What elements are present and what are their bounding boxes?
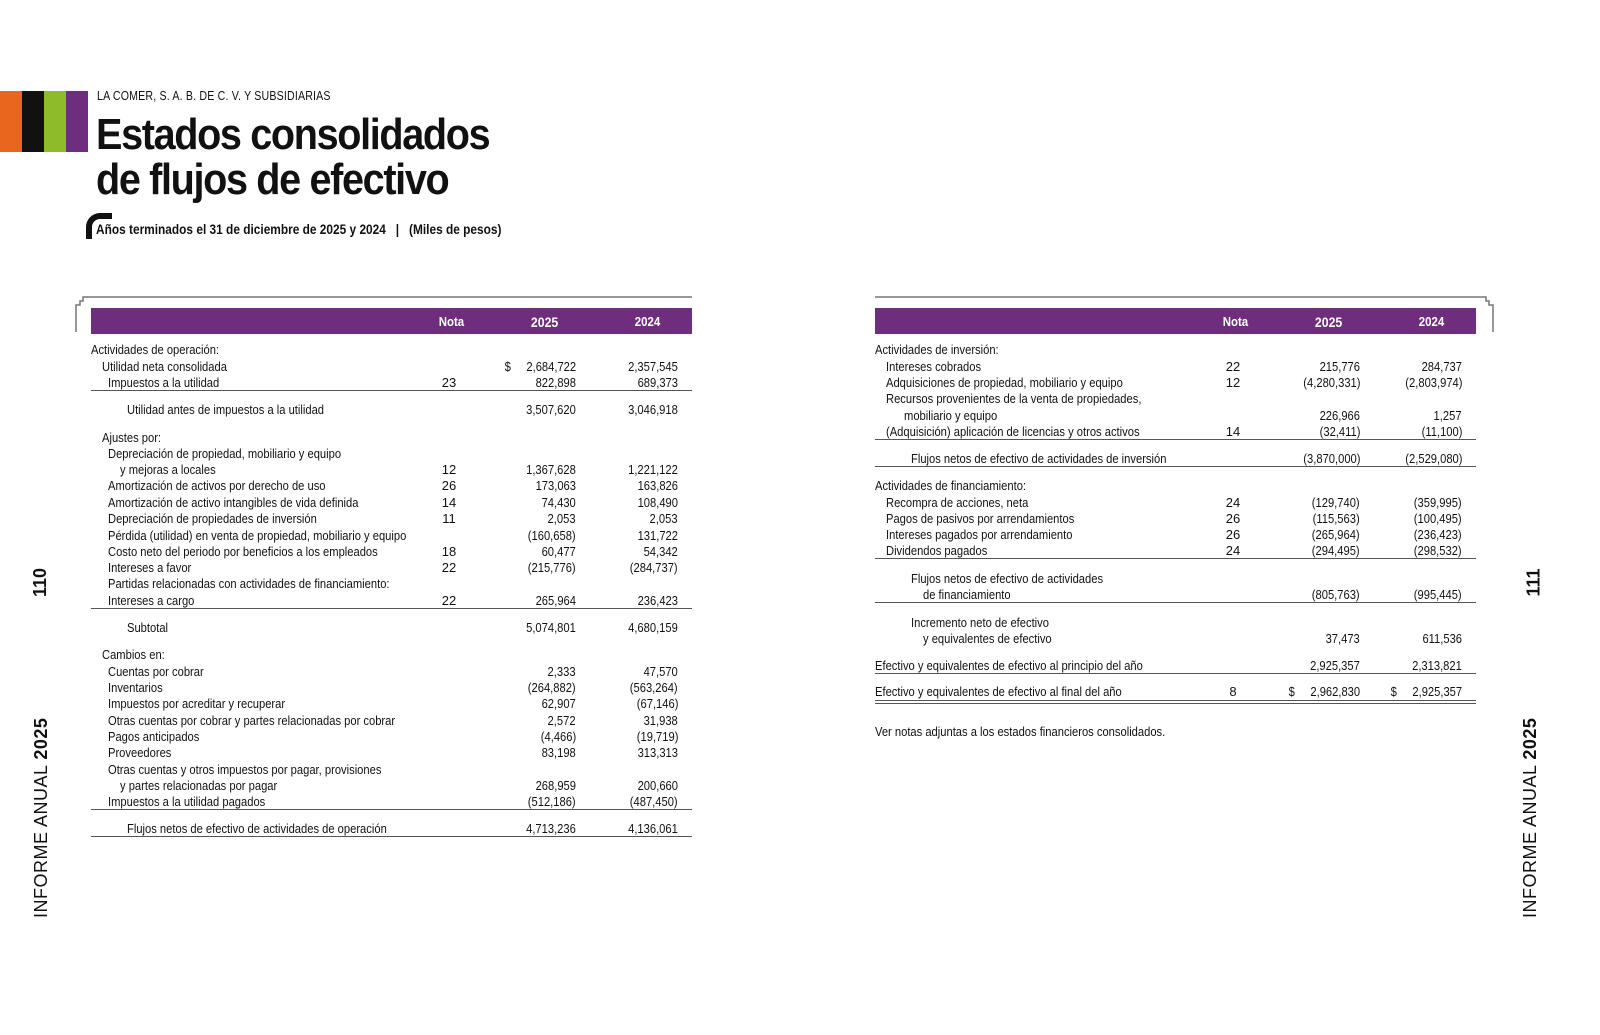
page-number-right: 111: [1523, 568, 1544, 597]
header-2025: 2025: [1314, 314, 1343, 330]
row-label: Dividendos pagados: [886, 543, 988, 558]
right-row: [875, 630, 1476, 647]
sidebar-label-left: [31, 718, 52, 918]
header-2025: 2025: [530, 314, 559, 330]
left-row: [91, 712, 692, 729]
company-name: LA COMER, S. A. B. DE C. V. Y SUBSIDIARIAS: [97, 89, 331, 103]
row-value-2025: 268,959: [535, 778, 576, 793]
row-value-2025: 265,964: [535, 593, 576, 608]
row-value-2024: (359,995): [1414, 495, 1462, 510]
row-value-2025: 1,367,628: [526, 462, 576, 477]
subtotal-rule: [875, 673, 1476, 674]
row-label: Adquisiciones de propiedad, mobiliario y equipo: [886, 375, 1123, 390]
left-row: [91, 527, 692, 544]
left-row: [91, 429, 692, 446]
left-row: [91, 510, 692, 527]
row-value-2024: (19,719): [636, 729, 678, 744]
row-value-2025: 74,430: [541, 495, 576, 510]
row-label: Recompra de acciones, neta: [886, 495, 1029, 510]
row-label: Efectivo y equivalentes de efectivo al principio del año: [875, 658, 1143, 673]
row-value-2024: (236,423): [1414, 527, 1462, 542]
row-nota: 24: [1225, 495, 1241, 510]
left-row: [91, 793, 692, 810]
row-value-2024: (2,529,080): [1404, 451, 1462, 466]
row-value-2025: (215,776): [528, 560, 576, 575]
right-row: [875, 683, 1476, 700]
row-label: Impuestos a la utilidad: [108, 375, 220, 390]
row-nota: 24: [1225, 543, 1241, 558]
row-label: Costo neto del periodo por beneficios a los empleados: [108, 544, 378, 559]
total-rule: [875, 602, 1476, 603]
row-label: Intereses a cargo: [108, 593, 195, 608]
row-value-2025: 2,333: [548, 664, 576, 679]
row-label: Cuentas por cobrar: [108, 664, 204, 679]
row-label: Amortización de activo intangibles de vida definida: [108, 495, 359, 510]
row-nota: 23: [441, 375, 457, 390]
header-2024: 2024: [634, 314, 661, 329]
row-value-2025: (32,411): [1319, 424, 1360, 439]
left-row: [91, 358, 692, 375]
row-label: Depreciación de propiedades de inversión: [108, 511, 317, 526]
row-value-2024: 108,490: [637, 495, 678, 510]
right-row: [875, 450, 1476, 467]
right-row: [875, 374, 1476, 391]
subtotal-rule: [91, 809, 692, 810]
right-row: [875, 423, 1476, 440]
color-bar-orange: [0, 91, 22, 152]
row-value-2024: (100,495): [1414, 511, 1462, 526]
row-value-2025: 822,898: [535, 375, 576, 390]
subtotal-rule: [875, 558, 1476, 559]
left-row: [91, 777, 692, 794]
right-row: [875, 494, 1476, 511]
left-row: [91, 646, 692, 663]
row-value-2024: 3,046,918: [628, 402, 678, 417]
row-value-2024: 2,357,545: [628, 359, 678, 374]
row-value-2025: (294,495): [1312, 543, 1360, 558]
row-label: Depreciación de propiedad, mobiliario y equipo: [108, 446, 342, 461]
row-value-2024: (284,737): [630, 560, 678, 575]
right-row: [875, 586, 1476, 603]
row-value-2024: 200,660: [637, 778, 678, 793]
row-nota: 14: [1225, 424, 1241, 439]
right-row: [875, 657, 1476, 674]
row-label: Impuestos a la utilidad pagados: [108, 794, 266, 809]
row-nota: 12: [441, 462, 457, 477]
row-value-2024: 163,826: [637, 478, 678, 493]
row-label: Pérdida (utilidad) en venta de propiedad, mobiliario y equipo: [108, 528, 407, 543]
right-row: [875, 542, 1476, 559]
row-label: Pagos anticipados: [108, 729, 200, 744]
right-row: [875, 341, 1476, 358]
row-label: Incremento neto de efectivo: [911, 615, 1049, 630]
right-row: [875, 407, 1476, 424]
row-nota: 18: [441, 544, 457, 559]
right-row: [875, 358, 1476, 375]
row-nota: 26: [1225, 527, 1241, 542]
left-row: [91, 619, 692, 636]
subtotal-rule: [91, 390, 692, 391]
row-label: Intereses cobrados: [886, 359, 982, 374]
row-nota: 12: [1225, 375, 1241, 390]
row-label: Utilidad neta consolidada: [102, 359, 227, 374]
left-row: [91, 494, 692, 511]
row-value-2025: 4,713,236: [526, 821, 576, 836]
left-row: [91, 543, 692, 560]
left-row: [91, 728, 692, 745]
row-value-2025: 173,063: [535, 478, 576, 493]
row-value-2024: 47,570: [643, 664, 678, 679]
row-value-2024: (298,532): [1414, 543, 1462, 558]
header-nota: Nota: [1222, 314, 1249, 329]
row-nota: 14: [441, 495, 457, 510]
right-row: [875, 526, 1476, 543]
row-value-2024: 4,136,061: [628, 821, 678, 836]
right-row: [875, 477, 1476, 494]
left-row: [91, 559, 692, 576]
row-value-2025: 226,966: [1319, 408, 1360, 423]
row-label: y mejoras a locales: [120, 462, 216, 477]
title-line-2: de flujos de efectivo: [96, 155, 449, 204]
row-label: Cambios en:: [102, 647, 165, 662]
right-row: [875, 570, 1476, 587]
row-nota: 26: [1225, 511, 1241, 526]
row-label: mobiliario y equipo: [904, 408, 998, 423]
page-number-left: 110: [30, 567, 51, 598]
row-nota: 22: [1225, 359, 1241, 374]
row-value-2025: $ 2,684,722: [504, 359, 576, 374]
left-row: [91, 445, 692, 462]
table-header-right: [875, 308, 1476, 334]
row-value-2024: 31,938: [643, 713, 678, 728]
row-value-2025: 5,074,801: [526, 620, 576, 635]
row-value-2025: 2,925,357: [1310, 658, 1360, 673]
row-value-2025: (129,740): [1312, 495, 1360, 510]
row-label: Pagos de pasivos por arrendamientos: [886, 511, 1075, 526]
row-value-2025: (265,964): [1312, 527, 1360, 542]
left-row: [91, 341, 692, 358]
sidebar-label-right: [1520, 718, 1541, 918]
row-value-2024: 2,053: [650, 511, 678, 526]
left-row: [91, 477, 692, 494]
left-row: [91, 592, 692, 609]
row-value-2025: 2,053: [548, 511, 576, 526]
row-label: de financiamiento: [923, 587, 1011, 602]
row-label: Proveedores: [108, 745, 172, 760]
row-label: Flujos netos de efectivo de actividades de inversión: [911, 451, 1167, 466]
row-value-2025: (160,658): [528, 528, 576, 543]
row-nota: 8: [1229, 684, 1237, 699]
right-row: [875, 614, 1476, 631]
row-label: y equivalentes de efectivo: [923, 631, 1052, 646]
row-value-2024: (563,264): [630, 680, 678, 695]
color-bar-green: [44, 91, 66, 152]
row-label: Recursos provenientes de la venta de propiedades,: [886, 391, 1142, 406]
left-row: [91, 461, 692, 478]
table-header-left: [91, 308, 692, 334]
row-value-2025: 2,572: [548, 713, 576, 728]
row-value-2024: (11,100): [1421, 424, 1462, 439]
row-value-2025: (512,186): [528, 794, 576, 809]
left-row: [91, 401, 692, 418]
row-value-2024: 689,373: [637, 375, 678, 390]
left-row: [91, 820, 692, 837]
row-value-2024: 1,221,122: [628, 462, 678, 477]
row-label: Inventarios: [108, 680, 163, 695]
row-label: Actividades de financiamiento:: [875, 478, 1027, 493]
row-value-2024: (487,450): [630, 794, 678, 809]
row-label: y partes relacionadas por pagar: [120, 778, 278, 793]
row-value-2025: 215,776: [1319, 359, 1360, 374]
header-nota: Nota: [438, 314, 465, 329]
total-rule: [91, 836, 692, 837]
row-value-2024: 313,313: [637, 745, 678, 760]
row-value-2024: 54,342: [643, 544, 678, 559]
row-label: Intereses a favor: [108, 560, 192, 575]
row-label: Flujos netos de efectivo de actividades: [911, 571, 1104, 586]
color-bar-black: [22, 91, 44, 152]
title-line-1: Estados consolidados: [96, 110, 490, 159]
row-value-2024: 236,423: [637, 593, 678, 608]
row-nota: 22: [441, 593, 457, 608]
row-value-2024: 611,536: [1422, 631, 1462, 646]
row-value-2024: 284,737: [1421, 359, 1462, 374]
subtotal-rule: [91, 608, 692, 609]
row-label: Amortización de activos por derecho de uso: [108, 478, 326, 493]
row-label: Intereses pagados por arrendamiento: [886, 527, 1073, 542]
row-label: Actividades de operación:: [91, 342, 220, 357]
row-label: Subtotal: [127, 620, 169, 635]
sidebar-label-year: 2025: [1520, 717, 1540, 760]
row-nota: 26: [441, 478, 457, 493]
footnote: Ver notas adjuntas a los estados financieros consolidados.: [875, 724, 1166, 739]
row-nota: 22: [441, 560, 457, 575]
subtotal-rule: [875, 439, 1476, 440]
row-value-2025: (3,870,000): [1302, 451, 1360, 466]
row-value-2025: $ 2,962,830: [1288, 684, 1360, 699]
sidebar-label-text: INFORME ANUAL: [31, 759, 51, 918]
row-label: Otras cuentas por cobrar y partes relacionadas por cobrar: [108, 713, 396, 728]
row-value-2024: (995,445): [1414, 587, 1462, 602]
right-row: [875, 390, 1476, 407]
left-row: [91, 374, 692, 391]
row-value-2024: (2,803,974): [1404, 375, 1462, 390]
row-value-2024: 131,722: [637, 528, 678, 543]
row-value-2025: (805,763): [1312, 587, 1360, 602]
left-row: [91, 695, 692, 712]
row-value-2025: 60,477: [541, 544, 576, 559]
row-value-2024: $ 2,925,357: [1390, 684, 1462, 699]
row-value-2025: 62,907: [541, 696, 576, 711]
row-value-2025: 3,507,620: [526, 402, 576, 417]
left-row: [91, 744, 692, 761]
row-value-2024: (67,146): [636, 696, 678, 711]
double-total-rule: [875, 700, 1476, 704]
row-value-2025: 83,198: [541, 745, 576, 760]
header-2024: 2024: [1418, 314, 1445, 329]
row-nota: 11: [442, 511, 456, 526]
row-label: Efectivo y equivalentes de efectivo al final del año: [875, 684, 1122, 699]
row-label: Flujos netos de efectivo de actividades de operación: [127, 821, 387, 836]
right-row: [875, 510, 1476, 527]
row-label: Actividades de inversión:: [875, 342, 999, 357]
left-row: [91, 663, 692, 680]
row-value-2024: 1,257: [1434, 408, 1462, 423]
row-value-2025: 37,473: [1325, 631, 1360, 646]
sidebar-label-text: INFORME ANUAL: [1520, 759, 1540, 918]
row-label: Impuestos por acreditar y recuperar: [108, 696, 286, 711]
row-label: Otras cuentas y otros impuestos por pagar, provisiones: [108, 762, 382, 777]
sidebar-label-year: 2025: [31, 717, 51, 760]
color-bar-purple: [66, 91, 88, 152]
row-value-2025: (264,882): [528, 680, 576, 695]
left-row: [91, 679, 692, 696]
left-row: [91, 761, 692, 778]
left-row: [91, 575, 692, 592]
row-label: Ajustes por:: [102, 430, 162, 445]
page-title: [96, 112, 489, 202]
row-label: Utilidad antes de impuestos a la utilidad: [127, 402, 325, 417]
row-label: Partidas relacionadas con actividades de financiamiento:: [108, 576, 390, 591]
row-label: (Adquisición) aplicación de licencias y otros activos: [886, 424, 1140, 439]
row-value-2025: (4,280,331): [1302, 375, 1360, 390]
row-value-2025: (115,563): [1312, 511, 1360, 526]
row-value-2024: 4,680,159: [628, 620, 678, 635]
row-value-2024: 2,313,821: [1412, 658, 1462, 673]
subtitle: Años terminados el 31 de diciembre de 2025 y 2024 | (Miles de pesos): [96, 222, 502, 237]
row-value-2025: (4,466): [540, 729, 576, 744]
total-rule: [875, 466, 1476, 467]
